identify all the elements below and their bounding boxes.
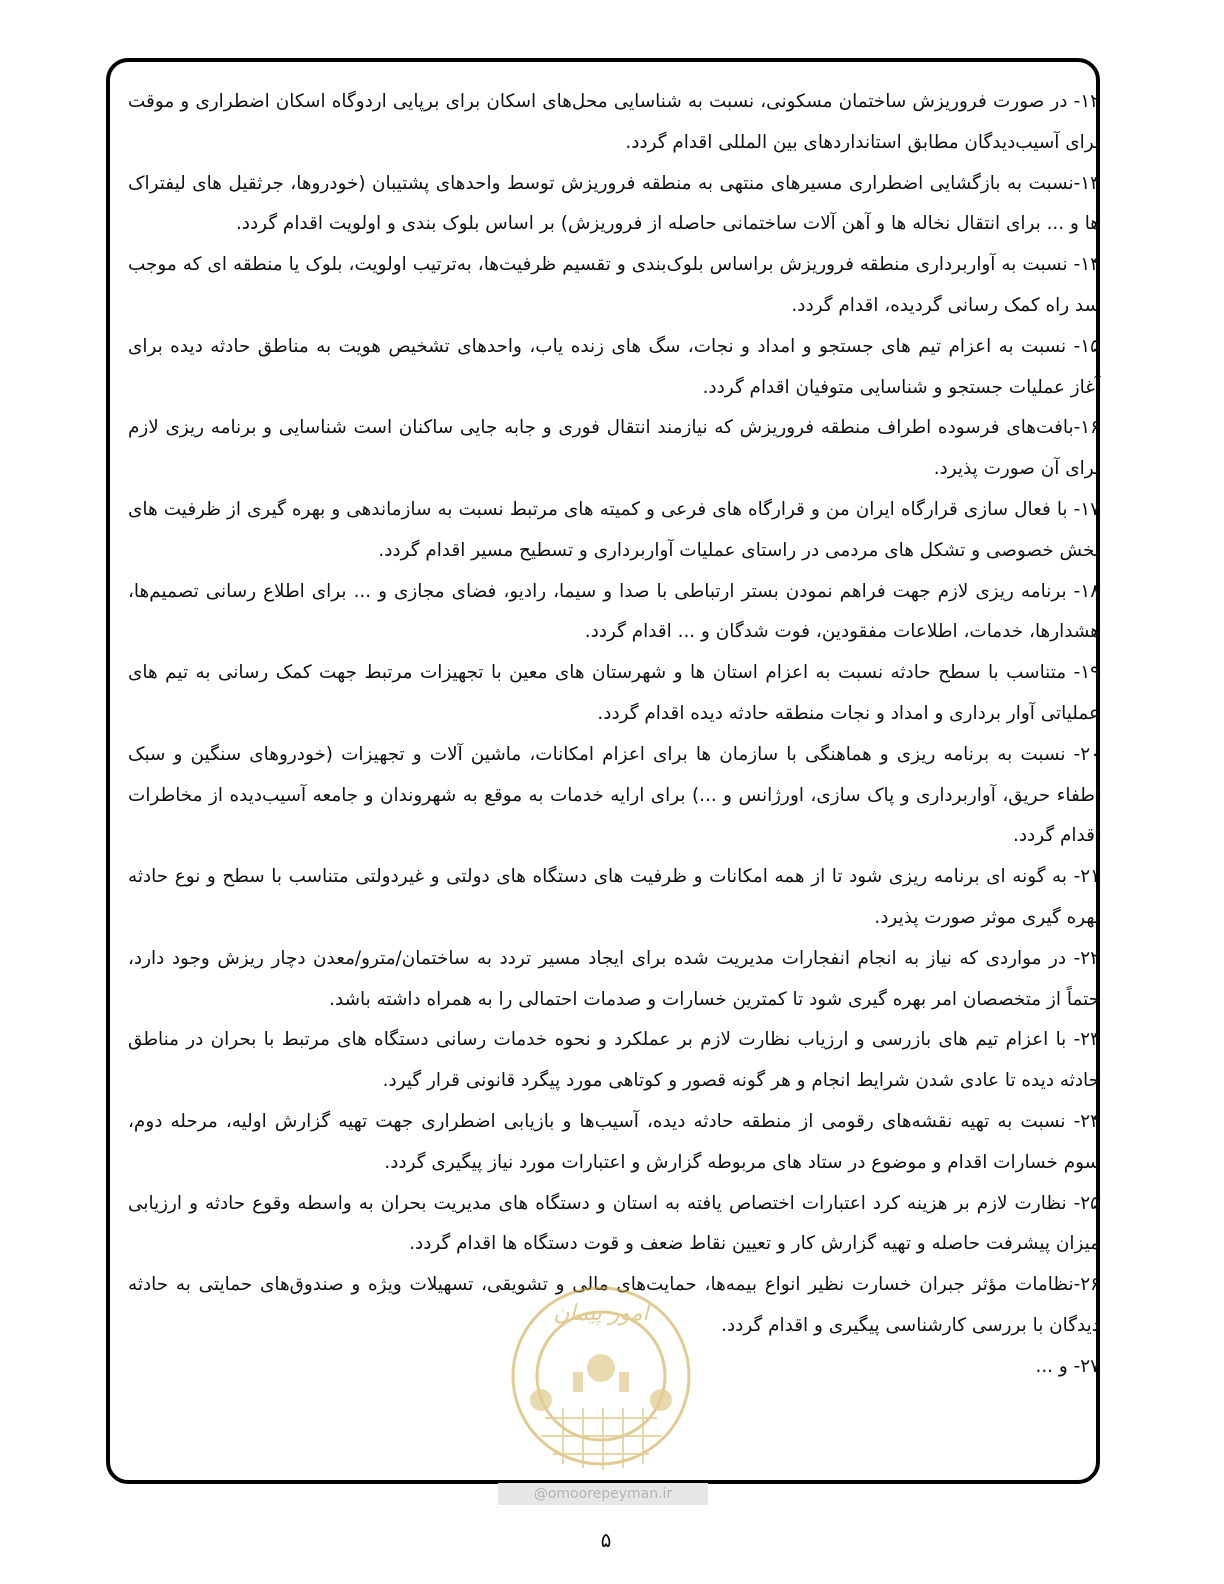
clause-27: ۲۷- و ... <box>1035 1355 1100 1377</box>
site-url: @omoorepeyman.ir <box>498 1483 708 1505</box>
clause-13: ۱۳-نسبت به بازگشایی اضطراری مسیرهای منتهی به منطقه فروریزش توسط واحدهای پشتیبان (خودروها، جرثقیل های لیفتراک ها و ... برای انتقال نخاله ها و آهن آلات ساختمانی حاصله از فروریزش) بر اساس بلوک بندی و اولویت اقدام گردد. <box>128 172 1100 235</box>
clause-19: ۱۹- متناسب با سطح حادثه نسبت به اعزام استان ها و شهرستان های معین با تجهیزات مرتبط جهت کمک رسانی به تیم های عملیاتی آوار برداری و امداد و نجات منطقه حادثه دیده اقدام گردد. <box>128 662 1100 724</box>
clause-26: ۲۶-نظامات مؤثر جبران خسارت نظیر انواع بیمه‌ها، حمایت‌های مالی و تشویقی، تسهیلات ویژه و صندوق‌های حمایتی به حادثه دیدگان با بررسی کارشناسی پیگیری و اقدام گردد. <box>128 1274 1100 1336</box>
clause-18: ۱۸- برنامه ریزی لازم جهت فراهم نمودن بستر ارتباطی با صدا و سیما، رادیو، فضای مجازی و ... برای اطلاع رسانی تصمیم‌ها، هشدارها، خدمات، اطلاعات مفقودین، فوت شدگان و ... اقدام گردد. <box>128 580 1100 643</box>
clause-14: ۱۴- نسبت به آواربرداری منطقه فروریزش براساس بلوک‌بندی و تقسیم ظرفیت‌ها، به‌ترتیب اولویت، بلوک یا منطقه ای که موجب سد راه کمک رسانی گردیده، اقدام گردد. <box>128 254 1100 316</box>
clause-25: ۲۵- نظارت لازم بر هزینه کرد اعتبارات اختصاص یافته به استان و دستگاه های مدیریت بحران به واسطه وقوع حادثه و ارزیابی میزان پیشرفت حاصله و تهیه گزارش کار و تعیین نقاط ضعف و قوت دستگاه ها اقدام گردد. <box>128 1192 1100 1255</box>
clause-16: ۱۶-بافت‌های فرسوده اطراف منطقه فروریزش که نیازمند انتقال فوری و جابه جایی ساکنان است شناسایی و برنامه ریزی لازم برای آن صورت پذیرد. <box>128 417 1100 480</box>
clause-21: ۲۱- به گونه ای برنامه ریزی شود تا از همه امکانات و ظرفیت های دستگاه های دولتی و غیردولتی متناسب با سطح و نوع حادثه بهره گیری موثر صورت پذیرد. <box>128 866 1100 928</box>
clause-15: ۱۵- نسبت به اعزام تیم های جستجو و امداد و نجات، سگ های زنده یاب، واحدهای تشخیص هویت به مناطق حادثه دیده برای آغاز عملیات جستجو و شناسایی متوفیان اقدام گردد. <box>128 335 1100 398</box>
clause-22: ۲۲- در مواردی که نیاز به انجام انفجارات مدیریت شده برای ایجاد مسیر تردد به ساختمان/مترو/معدن دچار ریزش وجود دارد، حتماً از متخصصان امر بهره گیری شود تا کمترین خسارات و صدمات احتمالی را به همراه داشته باشد. <box>128 947 1100 1010</box>
document-body <box>128 82 1100 1388</box>
clause-17: ۱۷- با فعال سازی قرارگاه ایران من و قرارگاه های فرعی و کمیته های مرتبط نسبت به سازماندهی و بهره گیری از ظرفیت های بخش خصوصی و تشکل های مردمی در راستای عملیات آواربرداری و تسطیح مسیر اقدام گردد. <box>128 498 1100 561</box>
page-number: ۵ <box>600 1528 612 1552</box>
watermark-text: امور پیمان <box>553 1301 649 1326</box>
clause-20: ۲۰- نسبت به برنامه ریزی و هماهنگی با سازمان ها برای اعزام امکانات، ماشین آلات و تجهیزات (خودروهای سنگین و سبک اطفاء حریق، آواربرداری و پاک سازی، اورژانس و ...) برای ارایه خدمات به موقع به شهروندان و جامعه آسیب‌دیده از مخاطرات اقدام گردد. <box>128 743 1100 847</box>
clause-24: ۲۴- نسبت به تهیه نقشه‌های رقومی از منطقه حادثه دیده، آسیب‌ها و بازیابی اضطراری جهت تهیه گزارش اولیه، مرحله دوم، سوم خسارات اقدام و موضوع در ستاد های مربوطه گزارش و اعتبارات مورد نیاز پیگیری گردد. <box>128 1110 1100 1173</box>
clause-12: ۱۲- در صورت فروریزش ساختمان مسکونی، نسبت به شناسایی محل‌های اسکان برای برپایی اردوگاه اسکان اضطراری و موقت برای آسیب‌دیدگان مطابق استانداردهای بین المللی اقدام گردد. <box>128 91 1100 153</box>
clause-23: ۲۳- با اعزام تیم های بازرسی و ارزیاب نظارت لازم بر عملکرد و نحوه خدمات رسانی دستگاه های مرتبط با بحران در مناطق حادثه دیده تا عادی شدن شرایط انجام و هر گونه قصور و کوتاهی مورد پیگرد قانونی قرار گیرد. <box>128 1029 1100 1092</box>
